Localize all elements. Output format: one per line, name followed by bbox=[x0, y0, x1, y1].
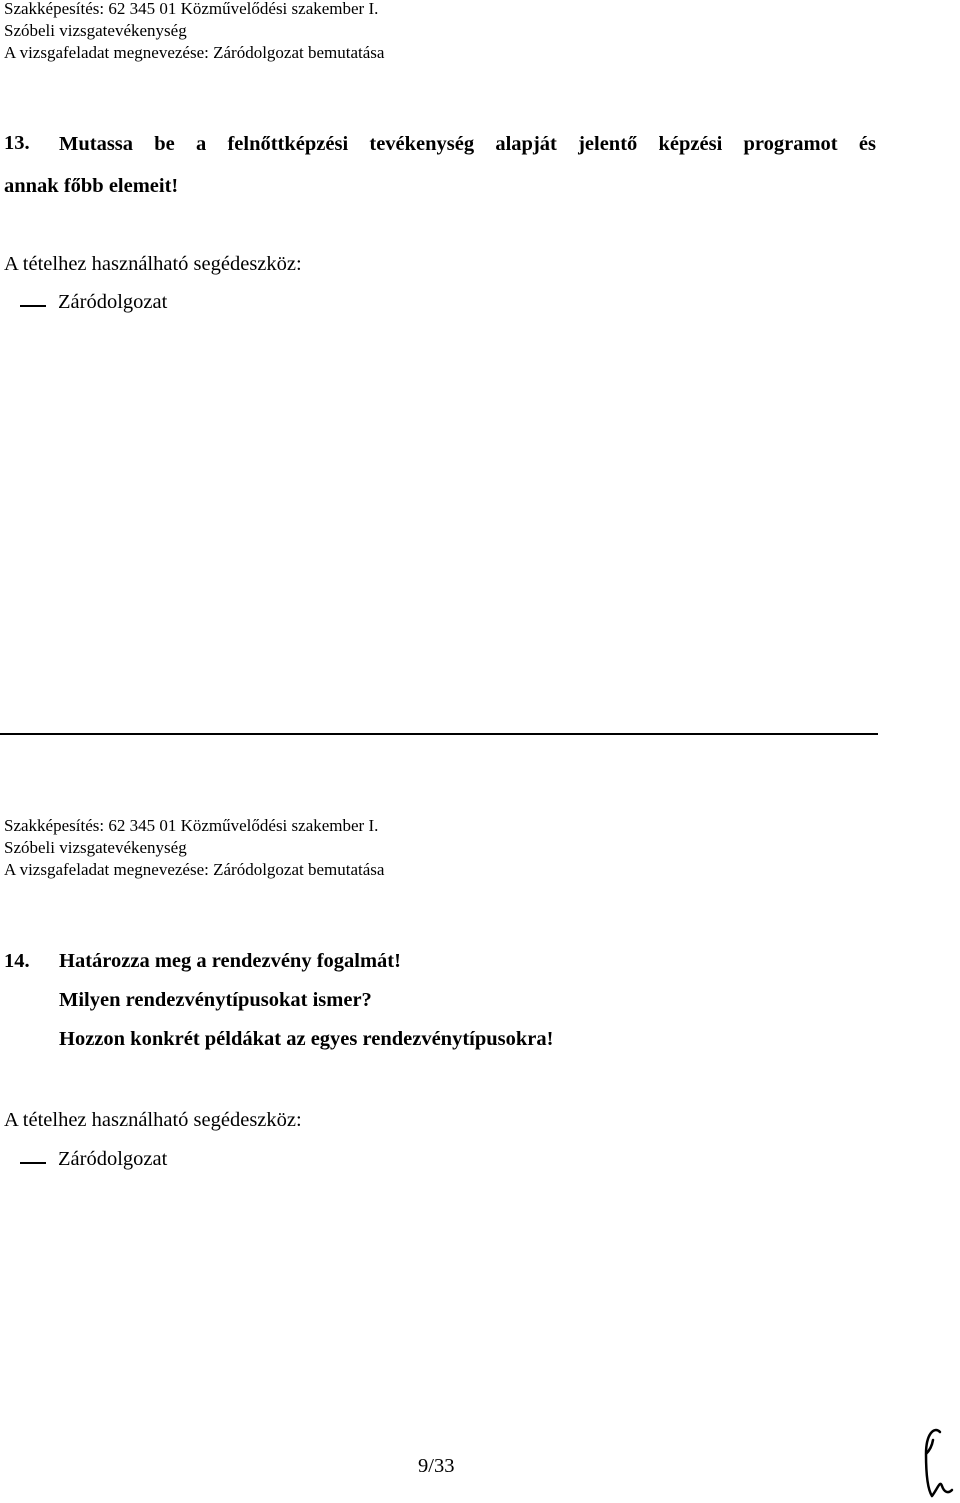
page-number: 9/33 bbox=[418, 1455, 455, 1477]
tool-heading-2: A tételhez használható segédeszköz: bbox=[4, 1109, 302, 1131]
page-separator bbox=[0, 733, 878, 735]
question-number-13: 13. bbox=[4, 132, 30, 154]
list-dash-2 bbox=[20, 1162, 46, 1164]
question-13-word: Mutassa bbox=[59, 133, 134, 155]
page-header-1 bbox=[4, 0, 384, 64]
list-dash-1 bbox=[20, 305, 46, 307]
header-task-name: A vizsgafeladat megnevezése: Záródolgozat bemutatása bbox=[4, 43, 385, 62]
tool-heading-1: A tételhez használható segédeszköz: bbox=[4, 253, 302, 275]
header-qualification: Szakképesítés: 62 345 01 Közművelődési szakember I. bbox=[4, 0, 379, 18]
question-14-line-2: Milyen rendezvénytípusokat ismer? bbox=[59, 989, 372, 1011]
tool-item-1: Záródolgozat bbox=[58, 291, 168, 313]
question-13-word: képzési bbox=[658, 133, 723, 155]
question-13-word: és bbox=[858, 133, 876, 155]
question-13-word: felnőttképzési bbox=[227, 133, 349, 155]
question-13-line-2: annak főbb elemeit! bbox=[4, 175, 179, 197]
question-13-word: jelentő bbox=[578, 133, 638, 155]
question-number-14: 14. bbox=[4, 950, 30, 972]
question-13-line-1 bbox=[59, 123, 876, 165]
header-task-name: A vizsgafeladat megnevezése: Záródolgozat bemutatása bbox=[4, 860, 385, 879]
question-13-word: a bbox=[195, 133, 207, 155]
question-13-word: be bbox=[154, 133, 175, 155]
question-13-word: programot bbox=[743, 133, 838, 155]
header-exam-type: Szóbeli vizsgatevékenység bbox=[4, 838, 187, 857]
header-exam-type: Szóbeli vizsgatevékenység bbox=[4, 21, 187, 40]
question-14-text bbox=[59, 942, 553, 1059]
header-qualification: Szakképesítés: 62 345 01 Közművelődési szakember I. bbox=[4, 816, 379, 835]
page-header-2 bbox=[4, 815, 384, 881]
question-14-line-1: Határozza meg a rendezvény fogalmát! bbox=[59, 950, 401, 972]
tool-item-2: Záródolgozat bbox=[58, 1148, 168, 1170]
question-14-line-3: Hozzon konkrét példákat az egyes rendezvénytípusokra! bbox=[59, 1028, 554, 1050]
question-13-word: tevékenység bbox=[369, 133, 475, 155]
signature-mark bbox=[918, 1420, 958, 1500]
question-13-word: alapját bbox=[495, 133, 557, 155]
